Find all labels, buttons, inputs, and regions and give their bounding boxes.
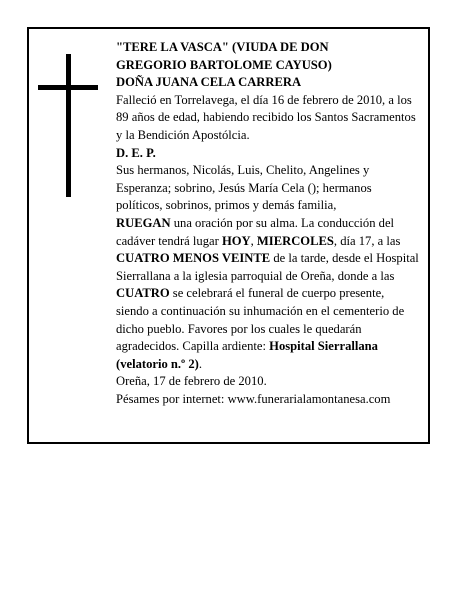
service-text-2: ,: [250, 233, 257, 248]
deceased-name: DOÑA JUANA CELA CARRERA: [116, 75, 302, 90]
condolences-line: Pésames por internet: www.funerarialamontanesa.com: [116, 391, 391, 406]
dep-line: [116, 145, 420, 163]
hoy-text: HOY: [221, 233, 251, 248]
departure-time: CUATRO MENOS VEINTE: [116, 251, 271, 266]
cross-horizontal-bar: [38, 85, 98, 90]
cross-vertical-bar: [66, 54, 71, 197]
deceased-header: [116, 39, 420, 92]
death-notice: Falleció en Torrelavega, el día 16 de febrero de 2010, a los 89 años de edad, habiendo recibido los Santos Sacramentos y la Bendición Apostólcia.: [116, 92, 416, 142]
weekday-text: MIERCOLES: [256, 233, 334, 248]
service-text-3: , día 17, a las: [333, 233, 401, 248]
dep-text: D. E. P.: [116, 145, 156, 160]
header-line-2: GREGORIO BARTOLOME CAYUSO): [116, 57, 332, 72]
ruegan-text: RUEGAN: [116, 215, 171, 230]
service-text-1: una oración por su alma. La conducción del cadáver tendrá lugar: [116, 215, 395, 248]
capilla-location: Hospital Sierrallana (velatorio n.º 2): [116, 339, 378, 371]
place-date: Oreña, 17 de febrero de 2010.: [116, 374, 267, 389]
obituary-text: [116, 39, 420, 408]
funeral-time: CUATRO: [116, 286, 170, 301]
service-text-5: se celebrará el funeral de cuerpo presente, siendo a continuación su inhumación en el cementerio de dicho pueblo. Favores por los cuales le quedarán agradecidos. Capilla ardiente:: [116, 286, 405, 354]
service-text-6: .: [198, 356, 203, 371]
family-list: Sus hermanos, Nicolás, Luis, Chelito, Angelines y Esperanza; sobrino, Jesús María Cela (); hermanos políticos, sobrinos, primos y demás familia,: [116, 163, 372, 213]
service-text-4: de la tarde, desde el Hospital Sierrallana a la iglesia parroquial de Oreña, donde a las: [116, 251, 419, 283]
cross-icon: [38, 54, 98, 197]
header-line-1: "TERE LA VASCA" (VIUDA DE DON: [116, 40, 329, 54]
service-details: [116, 215, 420, 373]
